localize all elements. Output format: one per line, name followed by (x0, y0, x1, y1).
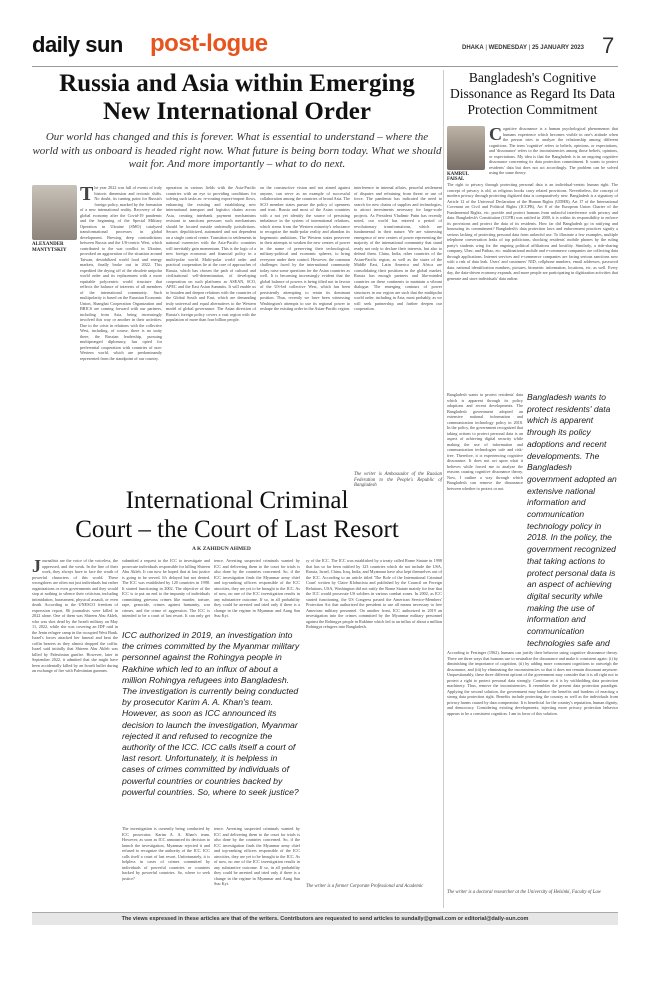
page-number: 7 (602, 33, 615, 58)
footer-disclaimer: The views expressed in these articles are that of the writers. Contributors are requested to send articles to sundaily@gmail.com or editorial@daily-sun.com (121, 916, 529, 922)
column-divider (443, 70, 444, 908)
article3-col2-text: submitted a request to the ICC to investigate and prosecute individuals responsible for killing Shireen Abu Akleh. It can now be hoped that at last justice is going to be served. It's delayed but not denied. The ICC was established by 120 countries in 1998. It started functioning in 2002. The objective of the ICC is to put an end to the impunity of individuals committing grievous crimes like murder, torture, rape, genocide, crimes against humanity, war crimes, and the crime of aggression. The ICC is intended to be a court of last resort. It can only get (122, 558, 210, 618)
article3-col1 (32, 558, 118, 900)
article1-col1-text: he year 2022 was full of events of truly historic dimension and tectonic shifts. No doubt, its turning point for Russia's foreign policy, marked by the formation of a new international reality. Recovery of the global economy after the Covid-19 pandemic and the beginning of the Special Military Operation in Ukraine (SMO) catalyzed transformational processes in global development. Brewing deep contradictions between Russia and the US-centric West, which contributed to the war conflict in Ukraine, provoked an aggravation of the situation around Taiwan, destabilized world food and energy markets, finally broke out in 2022. This expedited the drying off of the obsolete unipolar world order and its replacement with a more equitable polycentric world structure that reflects the balance of interests of all members of the international community. Such multipolarity is based on the Eurasian Economic Union, Shanghai Cooperation Organization and BRICS are coming forward with our partners, including from Asia, being increasingly involved this way or another in their activities. Due to the crisis in relations with the collective West, including, of course, there is no unity there, the Russian leadership, pursuing multipronged diplomacy, has opted for preferential cooperation with countries of non-Western world, which are predominantly represented from the standpoint of our country. (80, 185, 162, 361)
article2-main-text: The right to privacy through protecting personal data is an individual-centric human right. The concept of privacy is old, as religious books carry related provisions. Nevertheless, the concept of modern privacy through protecting digitized data is comparatively new. Bangladesh is a signatory of Article 12 of the Universal Declaration of the Human Rights (UDHR), Art 17 of the International Covenant on Civil and Political Rights (ICCPR), Art 8 of the European Union Charter of the Fundamental Rights, etc. provide and protect humans from unlawful interference with privacy and data. Bangladesh's Constitution (CCPR) was ratified in 2000, it is within its responsibility to enforce its provisions and protect the data of its residents. How far did Bangladesh go in ratifying and honouring its commitment? Bangladesh's data protection laws and enforcement practices signify a serious lacking of protecting personal data from unlawful use. To illustrate a few examples, multiple telephone conversation leaks of top politicians, shocking residents' mobile phones by the ruling party's students wing for the ongoing political affiliations and hostility. Similarly, a ride-sharing company, Uber, and Pathao, etc. multinational mobile and e-commerce companies are collecting data through applications. Internet services and e-commerce companies are facing serious sanctions now with a risk of data leak. Users' and customers' NID, cellphone numbers, email addresses, password data, national identification numbers, pictures, biometric information, locations, etc. as well. Every day, the data-driven economy expands, and more people are participating in digitization activities that generate and store individuals' data online. (447, 182, 618, 281)
dateline-date: 25 JANUARY 2023 (531, 45, 584, 51)
article3-col2b (122, 826, 210, 900)
article3-col4 (306, 558, 442, 880)
article3-col4-text: ry of the ICC. The ICC was established by a treaty called Rome Statute in 1998 that has so far been ratified by 123 countries which do not include the USA, Russia, Israel, China, Iraq, India, and Myanmar have also kept themselves out of the ICC. According to an article titled 'The Role of the International Criminal Court' written by Claire Klobucista and published by the Council on Foreign Relations, USA, Washington did not ratify the Rome Statute mainly for fear that the ICC would prosecute US soldiers in various combat zones. In 2002, as ICC started functioning, the US Congress passed the American Service-Members' Protection Act that authorized the president to use all means necessary to free American military personnel. On another front, ICC authorized in 2019 an investigation into the crimes committed by the Myanmar military personnel against the Rohingya people in Rakhine which led to an influx of about a million Rohingya refugees into Bangladesh. (306, 558, 442, 629)
article1-col3 (260, 185, 350, 510)
article3-dropcap: J (32, 558, 41, 576)
article3-col3b-text: tence. Arresting suspected criminals wanted by ICC and delivering them to the court for trials is also done by the countries concerned. So, if the ICC investigation finds the Myanmar army chief and top-ranking officers responsible of the ICC atrocities, they are yet to be brought to the ICC. As of now, no one of the ICC investigation results in any substantive outcome. If so, in all probability they could be arrested and tried only if there is a change in the regime in Myanmar and Aung San Suu Kyi. (214, 826, 300, 886)
article-bangladesh-dissonance (447, 70, 618, 908)
article2-author-photo (447, 126, 485, 170)
article1-col4-text: interference in internal affairs, peaceful settlement of disputes and refraining from threat or use of force. The pandemic has indicated the need to search for new chains of supplies and technologies, to attract investments necessary for large-scale projects. As President Vladimir Putin has recently noted, our world has entered a period of revolutionary transformations, which are fundamental in their nature. We are witnessing emergence of new centres of power representing the majority of the international community that stand ready not only to declare their interests, but also to defend them. China, India, other countries of the Asian-Pacific region, as well as the states of the Middle East, Latin America and Africa are consolidating their positions in the global market. Russia has enough partners and like-minded countries on these continents to maintain a vibrant dialogue. The emerging contours of power structures in our region are such that the multipolar world order, including in Asia, most probably, as we will seek partnership and further deepen our cooperation. (354, 185, 442, 311)
article3-col1-text: ournalists are the voice of the voiceless, the oppressed, and the weak. In the line of their work, they always have to face the wrath of powerful characters of this world. These wrongdoers are often not just individuals but rather organizations or even governments and they would stop at nothing to silence their criticism, including intimidation, harassment, physical assault, or even death. According to the UNESCO freedom of expression report, 86 journalists were killed in 2022 alone. One of them was Shireen Abu Akleh, who was shot dead by the Israeli military on May 11, 2022, while she was covering an IDF raid in the Jenin refugee camp in the occupied West Bank. Israel's forces attacked her funeral and beat the coffin bearers as they almost dropped the coffin. Israel said initially that Shireen Abu Akleh was killed by Palestinian gunfire. However, later in September 2022, it admitted that she might have been accidentally killed by an Israeli bullet during an exchange of fire with Palestinian gunmen. (32, 558, 118, 673)
author-photo (32, 185, 77, 240)
dateline-city: DHAKA (462, 45, 484, 51)
article2-main (447, 182, 618, 390)
article3-footnote: The writer is a former Corporate Professional and Academic (306, 884, 424, 889)
article3-col3-text: tence. Arresting suspected criminals wanted by ICC and delivering them to the court for trials is also done by the countries concerned. So, if the ICC investigation finds the Myanmar army chief and top-ranking officers responsible of the ICC atrocities, they are yet to be brought to the ICC. As of now, no one of the ICC investigation results in any substantive outcome. If so, in all probability they could be arrested and tried only if there is a change in the regime in Myanmar and Aung San Suu Kyi. (214, 558, 300, 618)
article1-title-line1: Russia and Asia within Emerging (59, 70, 415, 97)
article2-title-line1: Bangladesh's Cognitive (468, 70, 597, 85)
article1-col1 (80, 185, 162, 510)
article2-title-line2: Dissonance as Regard Its Data (450, 86, 615, 101)
masthead-rule (32, 66, 618, 67)
article3-title-line1: International Criminal (125, 487, 349, 514)
article3-col2b-text: The investigation is currently being conducted by ICC prosecutor, Karim A. A. Khan's team. However, as soon as ICC announced its decision to launch the investigation, Myanmar rejected it and refused to recognize the authority of the ICC. ICC calls itself a court of last resort. Unfortunately, it is helpless in cases of crimes committed by individuals of powerful countries or countries backed by powerful countries. So, where to seek justice? (122, 826, 210, 881)
article3-title (32, 486, 442, 544)
article2-pullquote: Bangladesh wants to protect residents' data which is apparent through its policy adoptions and recent developments. The Bangladesh government adopted an extensive national information and communication technology policy in 2018. In the policy, the government recognized that taking actions to protect personal data is an aspect of achieving digital security while making the use of information and communication technologies safe and (527, 392, 617, 648)
article1-dropcap: T (80, 185, 94, 205)
article2-footnote: The writer is a doctoral researcher at the University of Helsinki, Faculty of Law (447, 890, 601, 895)
article3-pullquote: ICC authorized in 2019, an investigation into the crimes committed by the Myanmar military personnel against the Rohingya people in Rakhine which led to an influx of about a million Rohingya refugees into Bangladesh. The investigation is currently being conducted by prosecutor Karim A. A. Khan's team. However, as soon as ICC announced its decision to launch the investigation, Myanmar rejected it and refused to recognize the authority of the ICC. ICC calls itself a court of last resort. Unfortunately, it is helpless in cases of crimes committed by individuals of powerful countries or countries backed by powerful countries. So, where to seek justice? (122, 630, 300, 797)
article1-footnote: The writer is Ambassador of the Russian Federation to the People's Republic of Bangladesh (354, 472, 442, 488)
article2-author: KAMRUL FAISAL (447, 172, 469, 182)
article2-dropcap: C (489, 126, 502, 144)
article3-col3 (214, 558, 300, 620)
article-icc (32, 486, 442, 908)
section-title: post-logue (150, 30, 268, 57)
article1-col4 (354, 185, 442, 470)
article2-title (447, 70, 618, 118)
article1-title (32, 70, 442, 126)
article1-col2-text: operation in various fields with the Asia-Pacific countries with an eye to providing conditions for solving such tasks as: re-routing export-import flows, enhancing the existing and establishing new international transport and logistics chains across Asia, creating interbank payment mechanisms resistant to sanctions pressure; such mechanisms should be located outside unfriendly jurisdictions. Secure, depoliticized, automated and not dependent on a single control centre. Transition to settlements in national currencies with the Asia-Pacific countries will inevitably gain momentum. This is the logic of a new foreign economic and financial policy in a multi-polar world. Multi-polar world order and practical cooperation lie at the core of approaches of Russia, which has chosen the path of cultural and civilisational self-determination, of developing cooperation on such platforms as ASEAN, SCO, APEC and the East Asian Summits. It will enable us to broaden and deepen relations with the countries of the Global South and East, which are demanding truly universal and equal alternatives to the Western model of global governance. The Asian direction of Russia's foreign policy covers a vast region with the population of more than four billion people. (166, 185, 256, 322)
article2-right-text: Bangladesh wants to protect residents' data which is apparent through its policy adoptions and recent developments. The Bangladesh government adopted an extensive national information and communication technology policy in 2018. In the policy, the government recognized that taking actions to protect personal data is an aspect of achieving digital security while making the use of information and communication technologies safe and risk-free. Therefore, it is experiencing cognitive dissonance. It does not act upon what it believes while forced me to analyze the reasons causing cognitive dissonance theory. Now, I outline a way through which Bangladesh can remove the dissonance between whether to protect or not. (447, 392, 523, 491)
article3-author: A K ZAHIDUN AHMED (192, 546, 251, 552)
article2-intro (489, 126, 618, 178)
article3-title-line2: Court – the Court of Last Resort (75, 516, 399, 543)
article2-bottom (447, 650, 618, 888)
dateline-day: WEDNESDAY (488, 45, 528, 51)
article2-intro-text: ognitive dissonance is a human psychological phenomenon that humans experience which becomes visible in one's attitude when the person tries to analyze the relationship among different cognitions. The term 'cognitive' refers to beliefs, opinions, or expectations, and 'dissonance' refers to the inconsistencies among those beliefs, opinions, or expectations. My idea is that the Bangladesh is in an ongoing cognitive dissonance concerning its data protection commitment. It wants to protect residents' data but does not act accordingly. The problem can be solved using the same theory. (489, 126, 618, 175)
masthead (32, 30, 618, 64)
article1-author: ALEXANDER MANTYTSKIY (32, 242, 67, 253)
article2-right-col (447, 392, 523, 622)
article1-col3-text: on the constructive vision and not aimed against anyone, can serve as an example of successful collaboration among the countries of broad Asia. The SCO member states pursue the policy of openness and trust. Russia and most of the Asian countries with a not yet identify the source of persisting imbalance in the system of international relations, which stems from the Western minority's reluctance to recognize the multi-polar reality and abandon its hegemonic ambitions. The Western states persevere in their attempts to weaken the new centres of power in the name of preserving their technological, military-political and economic spheres, to bring everyone under their control. However, the common challenges faced by the international community today raise some questions for the Asian countries as well. It is becoming increasingly evident that the global balance of powers is being tilted not in favour of the US-led collective West, which has been persistently attempting to retain its dominant position. Thus, recently we have been witnessing Washington's attempts to use its regional power to reshape the existing order in the Asian-Pacific region. (260, 185, 350, 311)
article1-title-line2: New International Order (102, 98, 372, 125)
footer-bar (32, 912, 618, 925)
article3-col2 (122, 558, 210, 620)
article-russia-asia (32, 70, 442, 488)
dateline: DHAKA | WEDNESDAY | 25 JANUARY 2023 (462, 45, 584, 51)
article1-col2 (166, 185, 256, 510)
article2-bottom-text: According to Festinger (1962), humans can justify their behavior using cognitive dissonance theory. There are three ways that humans use to neutralize the dissonance and make it consistent again: (i) by diminishing the importance of cognition, (ii) by adding more consonant cognitions to outweigh the dissonance, and (iii) by eliminating the inconsistencies so that it does not remain dissonant anymore. Unquestionably, these three different options of the government may consider that it is all right not to protect a right to protect personal data strongly. Continue as it is by withholding data protection machinery. Thus, remove the inconsistencies. It resembles the present data protection paradigm. Applying the second solution, the government may balance the benefits and burdens of enacting a strong data protection right. Benefits include protecting the country as well as the individuals from privacy harms caused by data compromise. It is beneficial for the country's reputation, human dignity, and democracy. Considering existing developments, injecting more privacy protection behavior appears to be a consistent cognition. I am in favor of this solution. (447, 650, 618, 716)
article1-deck: Our world has changed and this is forever. What is essential to understand – where the world with us onboard is headed right now. What future is being born today. What we should wait for. And more importantly – what to do next. (32, 131, 442, 170)
daily-sun-logo: daily sun (32, 32, 123, 57)
article2-title-line3: Protection Commitment (467, 102, 598, 117)
article3-col3b (214, 826, 300, 900)
